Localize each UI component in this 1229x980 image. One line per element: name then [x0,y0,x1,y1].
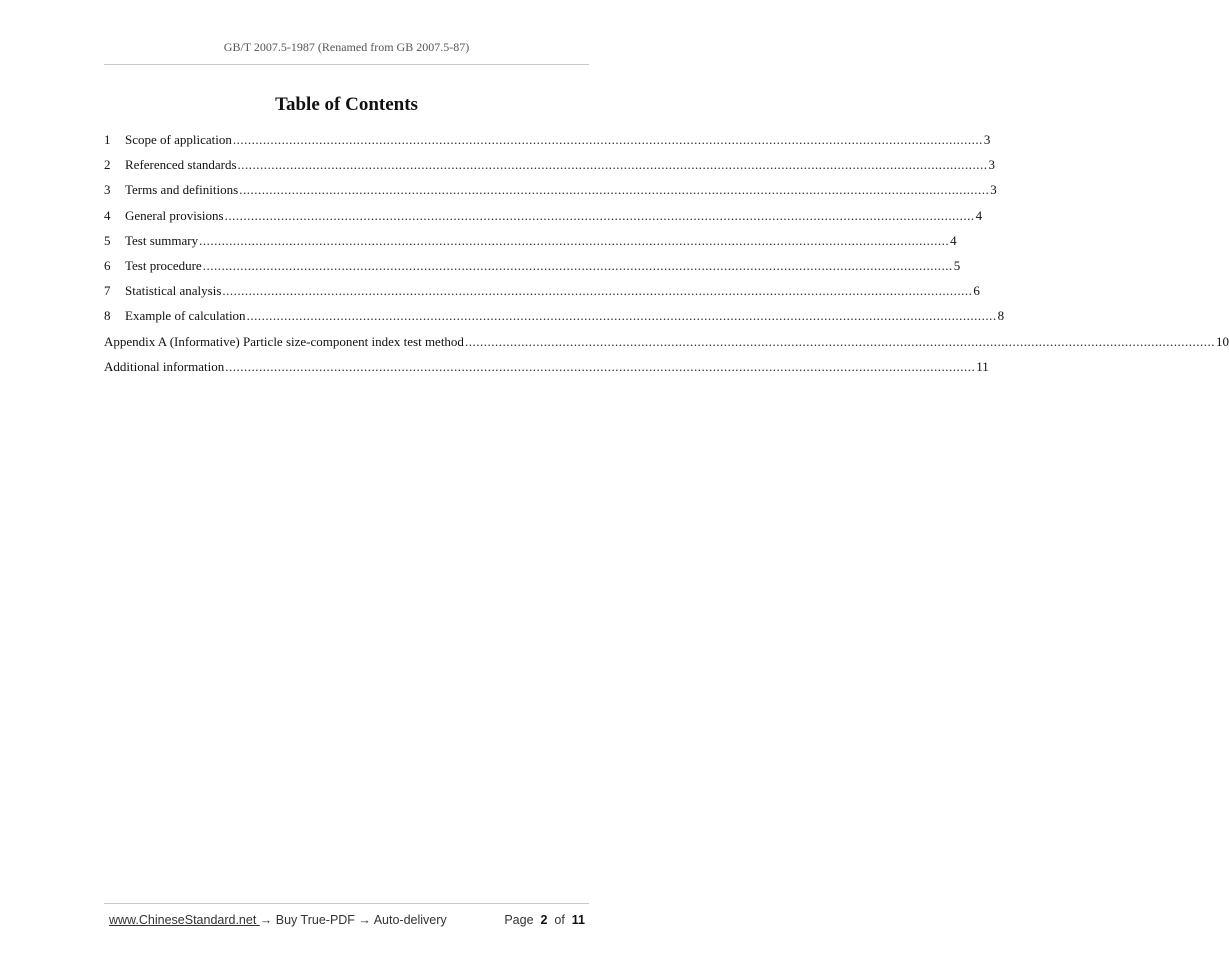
site-link[interactable]: www.ChineseStandard.net [109,913,260,927]
toc-entry-label: Example of calculation [125,308,246,324]
toc-title: Table of Contents [275,94,418,115]
toc-entry-number: 6 [104,257,111,273]
toc-leader-dots: ........................................................................................................................................................................................................ [237,157,988,173]
toc-entry-page: 3 [988,157,996,173]
toc-entry-number: 5 [104,232,111,248]
toc-entry[interactable] [104,181,997,206]
toc-leader-dots: ........................................................................................................................................................................................................ [239,182,990,198]
page-footer [109,913,585,927]
toc-entry[interactable] [104,257,961,282]
toc-entry-number: 1 [104,132,111,147]
toc-entry-number: 2 [104,157,111,173]
toc-entry-page: 5 [953,257,961,273]
toc-leader-dots: ........................................................................................................................................................................................................ [199,232,950,248]
toc-entry[interactable] [104,358,989,383]
toc-entry[interactable] [104,307,1005,332]
toc-leader-dots: ........................................................................................................................................................................................................ [224,207,975,223]
toc-entry-number: 4 [104,207,111,223]
page-current: 2 [540,913,548,927]
toc-entry-page: 3 [983,132,991,147]
toc-entry[interactable] [104,207,983,232]
footer-promo-text: → Buy True-PDF → Auto-delivery [259,913,447,927]
toc-entry-page: 4 [975,207,983,223]
page-of: of [554,913,565,927]
toc-entry-label: Appendix A (Informative) Particle size-component index test method [104,333,464,349]
toc-leader-dots: ........................................................................................................................................................................................................ [464,333,1215,349]
toc-entry[interactable] [104,232,957,257]
toc-entry-number: 7 [104,283,111,299]
toc-leader-dots: ........................................................................................................................................................................................................ [232,132,983,147]
header-divider [104,64,589,65]
toc-entry[interactable] [104,156,996,181]
toc-leader-dots: ........................................................................................................................................................................................................ [222,283,973,299]
page-word: Page [504,913,534,927]
toc-entry-label: Test summary [125,232,199,248]
running-header: GB/T 2007.5-1987 (Renamed from GB 2007.5-87) [223,40,470,54]
page-indicator [504,913,585,927]
toc-entry-label: Statistical analysis [125,283,222,299]
toc-entry[interactable] [104,131,991,156]
toc-entry-number: 8 [104,308,111,324]
toc-entry-page: 4 [950,232,957,248]
toc-entry-page: 6 [973,283,980,299]
toc-list [104,131,1229,383]
toc-entry-page: 3 [990,182,997,198]
toc-entry-number: 3 [104,182,111,198]
toc-entry-label: Terms and definitions [125,182,239,198]
toc-entry-label: Scope of application [125,132,232,147]
page-total: 11 [571,913,585,927]
toc-entry[interactable] [104,282,980,307]
toc-entry-label: General provisions [125,207,224,223]
footer-divider [104,903,589,904]
toc-entry-label: Additional information [104,358,225,374]
toc-entry-label: Referenced standards [125,157,237,173]
toc-entry-label: Test procedure [125,257,202,273]
toc-entry-page: 10 [1215,333,1229,349]
toc-entry-page: 8 [997,308,1005,324]
footer-promo [109,913,447,927]
toc-leader-dots: ........................................................................................................................................................................................................ [225,358,976,374]
toc-leader-dots: ........................................................................................................................................................................................................ [202,257,953,273]
toc-entry[interactable] [104,333,1229,358]
toc-entry-page: 11 [976,358,989,374]
toc-leader-dots: ........................................................................................................................................................................................................ [246,308,997,324]
